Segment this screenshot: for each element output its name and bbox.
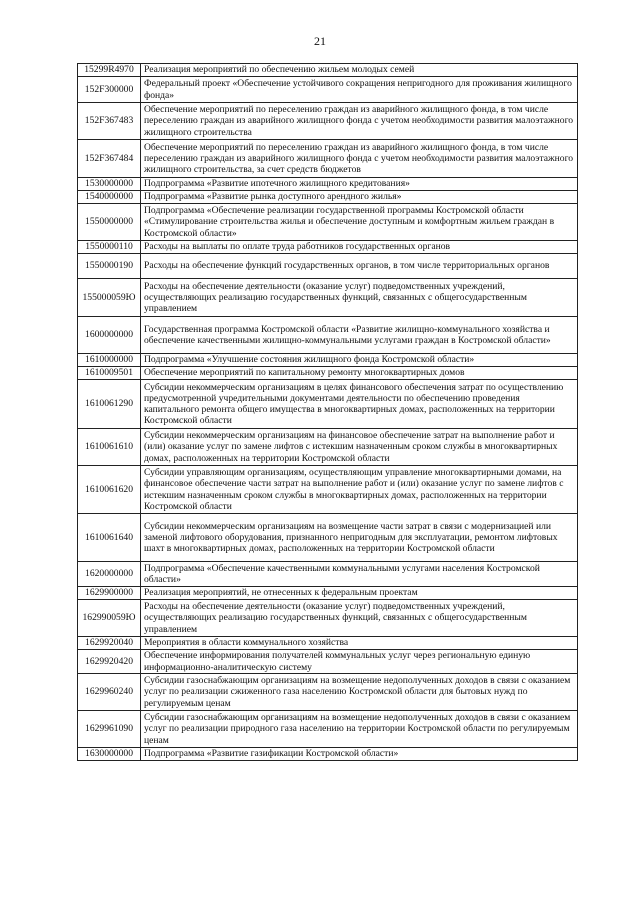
table-row (78, 600, 578, 637)
table-row (78, 748, 578, 761)
table-row (78, 254, 578, 279)
table-row (78, 380, 578, 429)
row-code: 152F367483 (78, 103, 141, 140)
row-code: 1610009501 (78, 367, 141, 380)
table-row (78, 367, 578, 380)
row-name: Субсидии газоснабжающим организациям на возмещение недополученных доходов в связи с оказанием услуг по реализации сжиженного газа населению Костромской области для бытовых нужд по регулируемым ценам (141, 674, 578, 711)
row-name: Субсидии некоммерческим организациям в целях финансового обеспечения затрат по осуществлению предусмотренной учредительными документами деятельности по обеспечению проведения капитального ремонта общего имущества в многоквартирных домах, расположенных на территории Костромской области (141, 380, 578, 429)
row-name: Обеспечение мероприятий по переселению граждан из аварийного жилищного фонда, в том числе переселению граждан из аварийного жилищного фонда с учетом необходимости развития малоэтажного жилищного строительства (141, 103, 578, 140)
row-code: 1629900000 (78, 587, 141, 600)
row-name: Подпрограмма «Развитие газификации Костромской области» (141, 748, 578, 761)
row-name: Субсидии некоммерческим организациям на возмещение части затрат в связи с модернизацией или заменой лифтового оборудования, признанного непригодным для эксплуатации, ремонтом лифтовых шахт в многоквартирных домах, расположенных на территории Костромской области (141, 514, 578, 562)
table-row (78, 140, 578, 178)
table-row (78, 241, 578, 254)
row-code: 1610000000 (78, 354, 141, 367)
budget-code-table (77, 63, 578, 761)
row-name: Расходы на выплаты по оплате труда работников государственных органов (141, 241, 578, 254)
row-code: 1550000000 (78, 204, 141, 241)
row-code: 1530000000 (78, 178, 141, 191)
table-row (78, 191, 578, 204)
row-code: 1610061640 (78, 514, 141, 562)
row-code: 155000059Ю (78, 279, 141, 317)
row-code: 1600000000 (78, 317, 141, 354)
table-row (78, 64, 578, 77)
row-code: 1610061610 (78, 429, 141, 466)
table-row (78, 77, 578, 103)
table-row (78, 466, 578, 514)
row-name: Обеспечение мероприятий по переселению граждан из аварийного жилищного фонда, в том числе переселению граждан из аварийного жилищного фонда с учетом необходимости развития малоэтажного жилищного строительства, за счет средств бюджетов (141, 140, 578, 178)
row-code: 1610061620 (78, 466, 141, 514)
row-code: 1629920420 (78, 650, 141, 674)
table-row (78, 279, 578, 317)
row-code: 1629920040 (78, 637, 141, 650)
row-code: 1629961090 (78, 711, 141, 748)
row-name: Подпрограмма «Обеспечение реализации государственной программы Костромской области «Стимулирование строительства жилья и обеспечение доступным и комфортным жильем граждан в Костромской области» (141, 204, 578, 241)
row-name: Расходы на обеспечение функций государственных органов, в том числе территориальных органов (141, 254, 578, 279)
row-name: Федеральный проект «Обеспечение устойчивого сокращения непригодного для проживания жилищного фонда» (141, 77, 578, 103)
table-row (78, 354, 578, 367)
row-code: 162990059Ю (78, 600, 141, 637)
table-row (78, 514, 578, 562)
row-name: Государственная программа Костромской области «Развитие жилищно-коммунального хозяйства и обеспечение качественными жилищно-коммунальными услугами граждан в Костромской области» (141, 317, 578, 354)
row-code: 1620000000 (78, 562, 141, 587)
row-code: 1550000190 (78, 254, 141, 279)
row-code: 1629960240 (78, 674, 141, 711)
row-code: 1550000110 (78, 241, 141, 254)
table-row (78, 429, 578, 466)
row-code: 152F300000 (78, 77, 141, 103)
table-row (78, 103, 578, 140)
table-row (78, 562, 578, 587)
row-name: Подпрограмма «Обеспечение качественными коммунальными услугами населения Костромской области» (141, 562, 578, 587)
page-number: 21 (314, 34, 326, 48)
row-code: 1630000000 (78, 748, 141, 761)
table-row (78, 650, 578, 674)
table-row (78, 317, 578, 354)
row-name: Обеспечение мероприятий по капитальному ремонту многоквартирных домов (141, 367, 578, 380)
row-code: 15299R4970 (78, 64, 141, 77)
table-row (78, 587, 578, 600)
row-name: Субсидии некоммерческим организациям на финансовое обеспечение затрат на выполнение работ и (или) оказание услуг по замене лифтов с истекшим назначенным сроком службы в многоквартирных домах, расположенных на территории Костромской области (141, 429, 578, 466)
row-name: Субсидии газоснабжающим организациям на возмещение недополученных доходов в связи с оказанием услуг по реализации природного газа населению на территории Костромской области по регулируемым ценам (141, 711, 578, 748)
table-body (78, 64, 578, 761)
row-name: Обеспечение информирования получателей коммунальных услуг через региональную единую информационно-аналитическую систему (141, 650, 578, 674)
row-name: Подпрограмма «Развитие ипотечного жилищного кредитования» (141, 178, 578, 191)
table-row (78, 674, 578, 711)
row-name: Реализация мероприятий по обеспечению жильем молодых семей (141, 64, 578, 77)
row-name: Субсидии управляющим организациям, осуществляющим управление многоквартирными домами, на финансовое обеспечение части затрат на выполнение работ и (или) оказание услуг по замене лифтов с истекшим назначенным сроком службы в многоквартирных домах, расположенных на территории Костромской области (141, 466, 578, 514)
row-code: 1540000000 (78, 191, 141, 204)
row-name: Подпрограмма «Развитие рынка доступного арендного жилья» (141, 191, 578, 204)
row-code: 1610061290 (78, 380, 141, 429)
table-row (78, 711, 578, 748)
row-name: Расходы на обеспечение деятельности (оказание услуг) подведомственных учреждений, осуществляющих реализацию государственных функций, связанных с общегосударственным управлением (141, 279, 578, 317)
row-name: Мероприятия в области коммунального хозяйства (141, 637, 578, 650)
row-name: Расходы на обеспечение деятельности (оказание услуг) подведомственных учреждений, осуществляющих реализацию государственных функций, связанных с общегосударственным управлением (141, 600, 578, 637)
row-name: Реализация мероприятий, не отнесенных к федеральным проектам (141, 587, 578, 600)
row-name: Подпрограмма «Улучшение состояния жилищного фонда Костромской области» (141, 354, 578, 367)
row-code: 152F367484 (78, 140, 141, 178)
table-row (78, 178, 578, 191)
table-row (78, 204, 578, 241)
table-row (78, 637, 578, 650)
